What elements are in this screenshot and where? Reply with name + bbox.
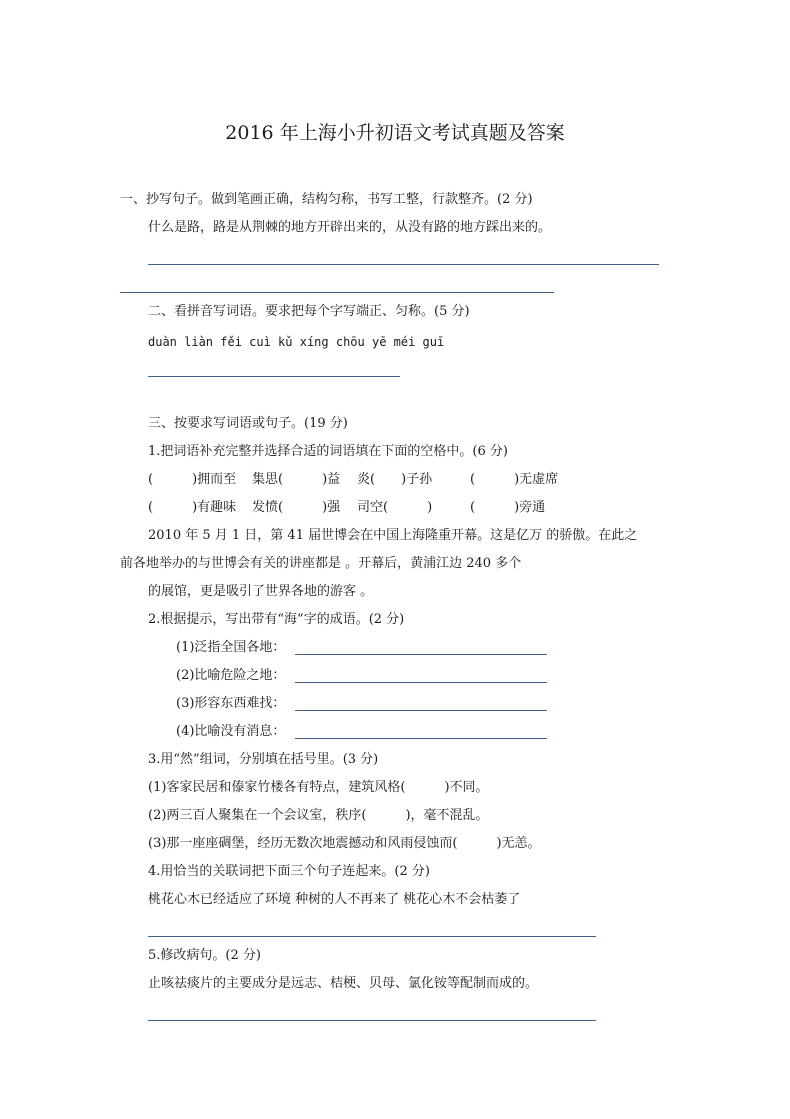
answer-line[interactable] [295,682,547,683]
section-1-sentence: 什么是路，路是从荆棘的地方开辟出来的，从没有路的地方踩出来的。 [148,220,552,235]
section-1-heading: 一、抄写句子。做到笔画正确，结构匀称，书写工整，行款整齐。(2 分) [120,192,533,207]
question-4-prompt: 4.用恰当的关联词把下面三个句子连起来。(2 分) [148,864,430,879]
idiom-blank: 炎( )子孙 [357,472,433,487]
answer-line[interactable] [295,710,547,711]
pinyin-line: duàn liàn fěi cuì kǔ xíng chōu yē méi guī [148,335,445,349]
idiom-blank: ( )无虚席 [470,472,559,487]
hint-item: (3)形容东西难找： [176,696,286,711]
question-2-prompt: 2.根据提示，写出带有“海”字的成语。(2 分) [148,612,405,627]
idiom-blank: 发愤( )强 [252,500,341,515]
question-3-prompt: 3.用“然”组词，分别填在括号里。(3 分) [148,752,379,767]
hint-item: (4)比喻没有消息： [176,724,286,739]
idiom-blank: ( )旁通 [470,500,546,515]
question-4-sentence: 桃花心木已经适应了环境 种树的人不再来了 桃花心木不会枯萎了 [148,892,521,907]
question-1-prompt: 1.把词语补充完整并选择合适的词语填在下面的空格中。(6 分) [148,444,508,459]
answer-line[interactable] [148,1020,596,1021]
idiom-blank: 集思( )益 [252,472,341,487]
fill-sentence: (1)客家民居和傣家竹楼各有特点，建筑风格( )不同。 [148,780,489,795]
paragraph-line: 2010 年 5 月 1 日，第 41 届世博会在中国上海隆重开幕。这是亿万 的骄傲。在此之 [148,528,638,543]
hint-item: (1)泛指全国各地： [176,640,286,655]
answer-line[interactable] [120,292,554,293]
answer-line[interactable] [148,264,659,265]
answer-line[interactable] [295,738,547,739]
answer-line[interactable] [295,654,547,655]
fill-sentence: (2)两三百人聚集在一个会议室，秩序( )，毫不混乱。 [148,808,489,823]
hint-item: (2)比喻危险之地： [176,668,286,683]
idiom-blank: ( )拥而至 [148,472,237,487]
answer-line[interactable] [148,936,596,937]
section-2-heading: 二、看拼音写词语。要求把每个字写端正、匀称。(5 分) [148,304,470,319]
paragraph-line: 的展馆，更是吸引了世界各地的游客 。 [148,584,374,599]
question-5-prompt: 5.修改病句。(2 分) [148,948,261,963]
question-5-sentence: 止咳祛痰片的主要成分是远志、桔梗、贝母、氯化铵等配制而成的。 [148,976,539,991]
document-title: 2016 年上海小升初语文考试真题及答案 [225,122,565,144]
fill-sentence: (3)那一座座碉堡，经历无数次地震撼动和风雨侵蚀而( )无恙。 [148,836,541,851]
paragraph-line: 前各地举办的与世博会有关的讲座都是 。开幕后，黄浦江边 240 多个 [120,556,522,571]
section-3-heading: 三、按要求写词语或句子。(19 分) [148,416,348,431]
answer-line[interactable] [148,376,400,377]
idiom-blank: 司空( ) [357,500,433,515]
idiom-blank: ( )有趣味 [148,500,237,515]
